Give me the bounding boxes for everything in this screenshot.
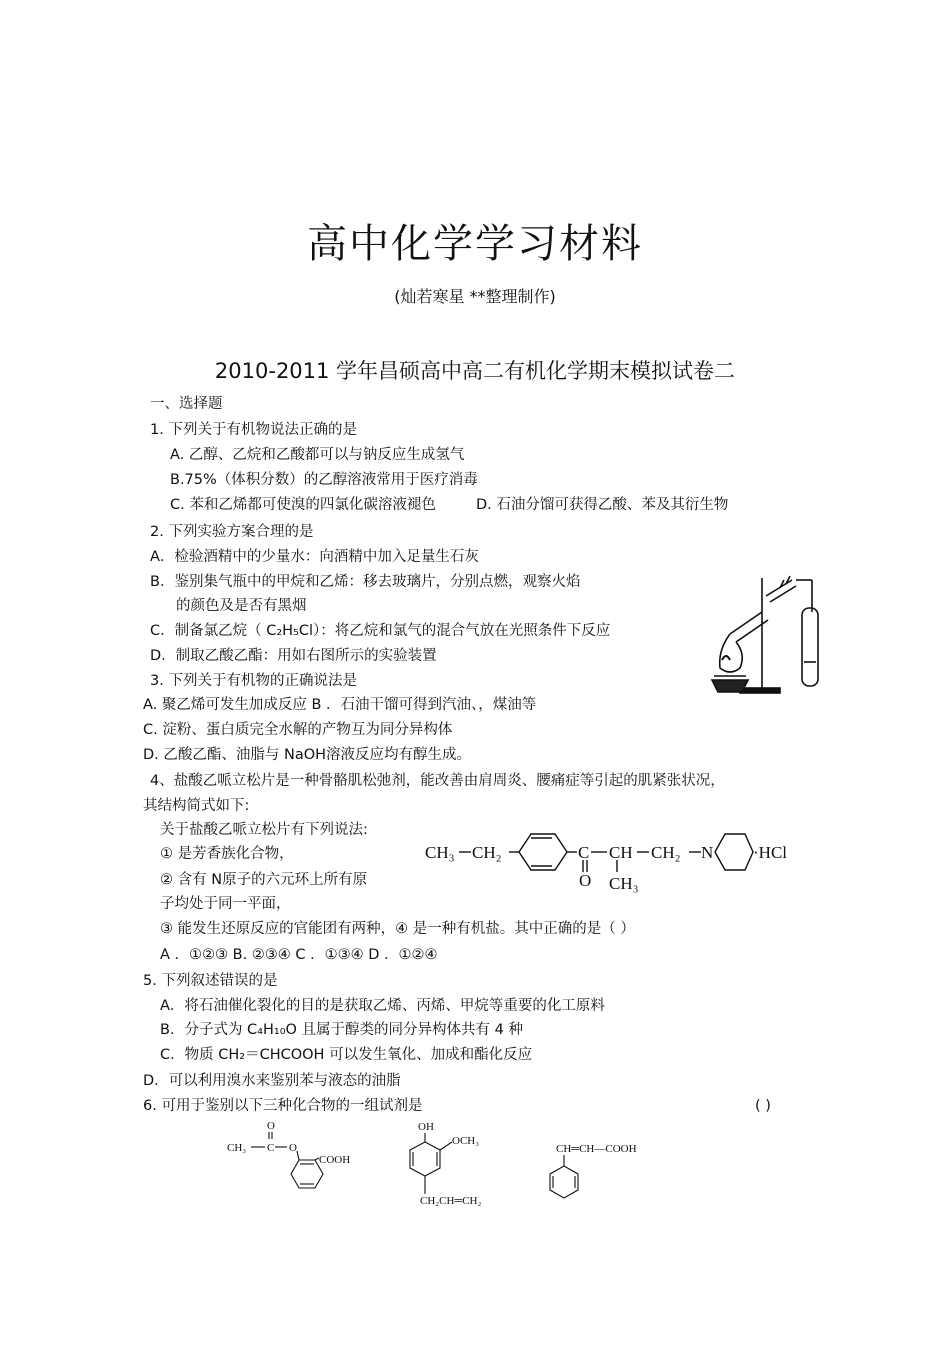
q3-stem: 3. 下列关于有机物的正确说法是 — [150, 673, 357, 689]
m1-cooh: COOH — [319, 1154, 351, 1166]
m3-chain: CH═CH—COOH — [556, 1143, 637, 1155]
m1-ch3: CH₃ — [227, 1142, 247, 1154]
m1-o-link: O — [289, 1142, 297, 1154]
formula-ch2: CH₂ — [472, 843, 502, 862]
m1-o-top: O — [267, 1120, 275, 1132]
exam-title: 2010-2011 学年昌硕高中高二有机化学期末模拟试卷二 — [214, 359, 736, 383]
q3-options-ab: A. 聚乙烯可发生加成反应 B ．石油干馏可得到汽油、，煤油等 — [143, 697, 537, 713]
q1-option-b: B.75%（体积分数）的乙醇溶液常用于医疗消毒 — [170, 472, 478, 488]
page-subtitle: (灿若寒星 **整理制作) — [394, 287, 556, 306]
eperisone-formula — [425, 822, 795, 898]
q2-option-d: D．制取乙酸乙酯：用如右图所示的实验装置 — [150, 648, 437, 664]
section-heading: 一、选择题 — [150, 396, 223, 412]
formula-ch2-b: CH₂ — [651, 843, 681, 862]
q5-option-b: B．分子式为 C₄H₁₀O 且属于醇类的同分异构体共有 4 种 — [160, 1022, 523, 1038]
q2-option-b-cont: 的颜色及是否有黑烟 — [176, 598, 307, 614]
q5-option-d: D．可以利用溴水来鉴别苯与液态的油脂 — [143, 1073, 401, 1089]
q2-stem: 2. 下列实验方案合理的是 — [150, 524, 314, 540]
q4-statements-3-4: ③ 能发生还原反应的官能团有两种，④ 是一种有机盐。其中正确的是（ ） — [160, 921, 635, 937]
q5-option-a: A．将石油催化裂化的目的是获取乙烯、丙烯、甲烷等重要的化工原料 — [160, 998, 605, 1014]
molecule-cinnamic-acid — [538, 1130, 668, 1206]
q2-option-b: B．鉴别集气瓶中的甲烷和乙烯：移去玻璃片，分别点燃，观察火焰 — [150, 574, 581, 590]
q1-stem: 1. 下列关于有机物说法正确的是 — [150, 422, 357, 438]
q2-option-c: C．制备氯乙烷（ C₂H₅Cl）：将乙烷和氯气的混合气放在光照条件下反应 — [150, 623, 611, 639]
page-title: 高中化学学习材料 — [307, 221, 643, 267]
formula-carbonyl-c: C — [578, 843, 590, 862]
q4-intro: 关于盐酸乙哌立松片有下列说法: — [160, 822, 368, 838]
q5-option-c: C．物质 CH₂＝CHCOOH 可以发生氧化、加成和酯化反应 — [160, 1047, 533, 1063]
ester-apparatus-figure — [700, 572, 830, 702]
q4-statement-2: ② 含有 N原子的六元环上所有原 — [160, 872, 368, 888]
m2-chain: CH₂CH═CH₂ — [420, 1195, 482, 1207]
formula-ch3-branch: CH₃ — [609, 874, 639, 893]
q3-option-d: D. 乙酸乙酯、油脂与 NaOH溶液反应均有醇生成。 — [143, 747, 472, 763]
q4-statement-2-cont: 子均处于同一平面， — [160, 896, 291, 912]
q3-option-c: C. 淀粉、蛋白质完全水解的产物互为同分异构体 — [143, 722, 453, 738]
q2-option-a: A．检验酒精中的少量水：向酒精中加入足量生石灰 — [150, 549, 479, 565]
m2-och3: OCH₃ — [452, 1135, 480, 1147]
q4-options: A ．①②③ B. ②③④ C ．①③④ D ．①②④ — [160, 947, 438, 963]
m2-oh: OH — [418, 1121, 434, 1133]
q6-answer-paren: ( ) — [755, 1098, 771, 1114]
q1-option-c: C. 苯和乙烯都可使溴的四氯化碳溶液褪色 — [170, 497, 436, 513]
molecule-aspirin — [225, 1118, 365, 1204]
m1-c: C — [267, 1142, 275, 1154]
formula-n: N — [701, 843, 714, 862]
q4-stem: 4、盐酸乙哌立松片是一种骨骼肌松弛剂，能改善由肩周炎、腰痛症等引起的肌紧张状况， — [150, 773, 725, 789]
q1-option-a: A. 乙醇、乙烷和乙酸都可以与钠反应生成氢气 — [170, 447, 465, 463]
molecule-eugenol — [400, 1118, 510, 1210]
formula-ch: CH — [609, 843, 633, 862]
q4-stem-cont: 其结构简式如下: — [143, 798, 250, 814]
q1-option-d: D. 石油分馏可获得乙酸、苯及其衍生物 — [476, 497, 729, 513]
formula-carbonyl-o: O — [579, 871, 592, 890]
formula-hcl: ·HCl — [753, 843, 787, 862]
q4-statement-1: ① 是芳香族化合物， — [160, 846, 294, 862]
q5-stem: 5. 下列叙述错误的是 — [143, 973, 278, 989]
formula-ch3: CH₃ — [425, 843, 455, 862]
q6-stem: 6. 可用于鉴别以下三种化合物的一组试剂是 — [143, 1098, 423, 1114]
